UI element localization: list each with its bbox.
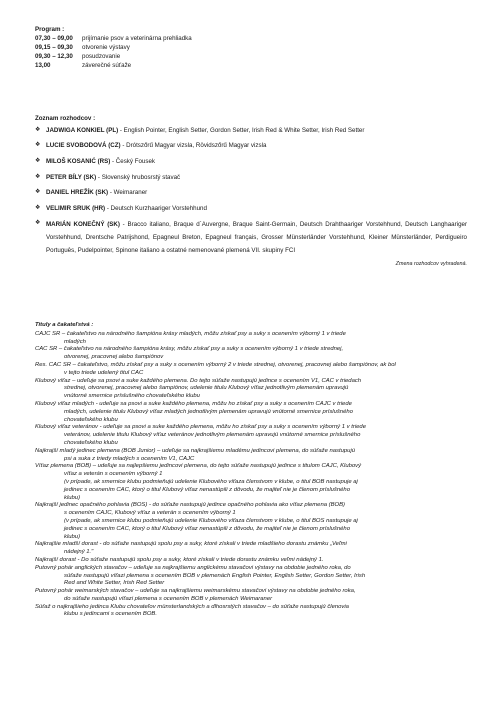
judges-section (35, 114, 467, 269)
title-line-continued: otvorenej, pracovnej alebo šampiónov (64, 354, 164, 361)
title-line-continued: v tejto triede udelený titul CAC (64, 369, 144, 376)
program-row (35, 52, 192, 61)
title-line-continued: jedinec s ocenením CAC, ktorý o titul Klubový víťaz nenastúpili z dôvodu, že majiteľ nie je členom príslušného (64, 525, 350, 532)
title-line-continued: veteránov, udelenie titulu Klubový víťaz veteránov jednotlivým plemenám upravujú vnútorné smernice príslušného (64, 432, 361, 439)
title-line-continued: klubu) (64, 533, 81, 540)
title-line: Najkrajšie mladší dorast - do súťaže nastupujú spolu psy a suky, ktoré získali v triede mladšieho dorastu známku „Veľmi (35, 541, 347, 548)
title-line: Najkrajší jedinec opačného pohlavia (BOS) - do súťaže nastupujú jedince opačného pohlavia ako víťaz plemena (BOB) (35, 502, 346, 509)
program-row (35, 34, 192, 43)
title-line-continued: klubu s jedincami s ocenením BOB. (64, 611, 157, 618)
title-line: Klubový víťaz mladých - udeľuje sa psovi a suke každého plemena, môžu ho získať psy a suky s ocenením CAJC v triede (35, 400, 352, 407)
title-line-continued: víťaz a veterán s ocenením výborný 1 (64, 471, 163, 478)
title-line: Putovný pohár weimarských stavačov – udeľuje sa najkrajšiemu weimarskému stavačovi výstavy na obdobie jedného roka, (35, 588, 356, 595)
title-line: Víťaz plemena (BOB) – udeľuje sa najlepšiemu jedincovi plemena, do tejto súťaže nastupujú jedince s titulom CAJC, Klubový (35, 463, 362, 470)
judge-breeds: - Bracco italiano, Braque d´Auvergne, Braque Saint-Germain, Deutsch Drahthaariger Vorstehhund, Deutsch Langhaariger Vorstehhund, Drentsche Patrijshond, Epagneul Breton, Epagneul français, Grosser Münsterländer Vorstehhund, Kleiner Münsterländer, Perdigueiro Português, Pudelpointer, Spinone italiano a ostatné nemenované plemená VII. skupiny FCI (46, 221, 468, 254)
title-line: Putovný pohár anglických stavačov – udeľuje sa najkrajšiemu anglickému stavačovi výstavy na obdobie jedného roka, do (35, 564, 351, 571)
title-item (35, 448, 467, 464)
title-line: Klubový víťaz – udeľuje sa psovi a suke každého plemena. Do tejto súťaže nastupujú jedince s ocenením V1, CAC v triedach (35, 377, 362, 384)
title-line: CAC SR – čakateľstvo na národného šampióna krásy, môžu získať psy a suky s ocenením výborný 1 v triede strednej, (35, 346, 344, 353)
title-line-continued: strednej, otvorenej, pracovnej alebo šampiónov, udelenie titulu Klubový víťaz jednotlivým plemenám upravujú (64, 385, 349, 392)
program-time: 09,15 – 09,30 (35, 44, 73, 52)
program-description: záverečné súťaže (82, 62, 132, 70)
judge-breeds: - Drótszőrű Magyar vizsla, Rövidszőrű Magyar vizsla (120, 142, 267, 150)
title-line: Klubový víťaz veteránov - udeľuje sa psovi a suke každého plemena, môžu ho získať psy a suky s ocenením výborný 1 v triede (35, 424, 366, 431)
judge-text (46, 157, 467, 166)
judge-item (35, 173, 467, 182)
judge-text (46, 219, 467, 257)
titles-section (35, 322, 467, 619)
title-line-continued: (v prípade, ak smernice klubu podmieňujú udelenie Klubového víťaza členstvom v klube, o titul BOS nastupuje aj (64, 517, 358, 524)
title-item (35, 565, 467, 588)
title-item (35, 588, 467, 604)
title-line: Najkrajší mladý jedinec plemena (BOB Junior) – udeľuje sa najkrajšiemu mladému jedincovi plemena, do súťaže nastupujú (35, 447, 356, 454)
judge-item (35, 141, 467, 150)
judge-name: VELIMIR SRUK (HR) (46, 204, 106, 212)
diamond-bullet-icon: ❖ (35, 173, 41, 180)
program-time: 09,30 – 12,30 (35, 53, 73, 61)
title-line-continued: (v prípade, ak smernice klubu podmieňujú udelenie Klubového víťaza členstvom v klube, o titul BOB nastupuje aj (64, 478, 358, 485)
judges-heading: Zoznam rozhodcov : (35, 115, 96, 122)
title-item (35, 331, 467, 347)
program-section (35, 25, 192, 70)
title-item (35, 401, 467, 424)
judge-text (46, 141, 467, 150)
title-line-continued: do súťaže nastupujú víťazi plemena s ocenením BOB v plemenách Weimaraner (64, 595, 273, 602)
titles-list (35, 331, 467, 619)
program-description: otvorenie výstavy (82, 44, 130, 52)
title-item (35, 604, 467, 620)
titles-heading: Tituly a čakateľstvá : (35, 322, 94, 328)
title-line-continued: s ocenením CAJC, Klubový víťaz a veterán s ocenením výborný 1 (64, 510, 236, 517)
diamond-bullet-icon: ❖ (35, 220, 41, 227)
judge-text (46, 173, 467, 182)
judge-item (35, 157, 467, 166)
title-item (35, 424, 467, 447)
judge-item (35, 219, 467, 257)
title-line: CAJC SR – čakateľstvo na národného šampióna krásy mladých, môžu získať psy a suky s ocenením výborný 1 v triede (35, 330, 346, 337)
program-heading: Program : (35, 26, 65, 33)
title-item (35, 502, 467, 541)
program-row (35, 61, 192, 70)
diamond-bullet-icon: ❖ (35, 142, 41, 149)
title-item (35, 557, 467, 565)
judge-breeds: - English Pointer, English Setter, Gordon Setter, Irish Red & White Setter, Irish Red Setter (118, 126, 365, 134)
judge-text (46, 188, 467, 197)
judge-breeds: - Weimaraner (108, 189, 148, 197)
title-line-continued: psi a suka z triedy mladých s ocenením V1, CAJC (64, 455, 195, 462)
diamond-bullet-icon: ❖ (35, 157, 41, 164)
title-line-continued: klubu) (64, 494, 81, 501)
title-line-continued: chovateľského klubu (64, 439, 118, 446)
judge-name: MILOŠ KOSANIĆ (RS) (46, 157, 111, 165)
title-line-continued: nádejný 1." (64, 549, 94, 556)
program-row (35, 43, 192, 52)
title-line-continued: vnútorné smernice príslušného chovateľského klubu (64, 393, 200, 400)
title-line: Súťaž o najkrajšieho jedinca Klubu chovateľov münsterlandských a dlhosrstých stavačov – do súťaže nastupujú členovia (35, 603, 349, 610)
diamond-bullet-icon: ❖ (35, 189, 41, 196)
title-line-continued: mladých, udelenie titulu Klubový víťaz mladých jednotlivým plemenám upravujú vnútorné smernice príslušného (64, 408, 353, 415)
program-description: prijímanie psov a veterinárna prehliadka (82, 35, 192, 43)
judge-breeds: - Český Fousek (110, 157, 155, 165)
title-line-continued: chovateľského klubu (64, 416, 118, 423)
program-list (35, 34, 192, 70)
title-line-continued: mladých (64, 338, 86, 345)
program-time: 13,00 (35, 62, 51, 70)
judge-breeds: - Slovenský hrubosrstý stavač (96, 173, 181, 181)
judge-name: MARIÁN KONEČNÝ (SK) (46, 221, 120, 229)
diamond-bullet-icon: ❖ (35, 126, 41, 133)
title-line-continued: jedinec s ocenením CAC, ktorý o titul Klubový víťaz nenastúpili z dôvodu, že majiteľ nie je členom príslušného (64, 486, 350, 493)
judge-item (35, 188, 467, 197)
title-item (35, 541, 467, 557)
program-description: posudzovanie (82, 53, 121, 61)
judge-item (35, 126, 467, 135)
program-time: 07,30 – 09,00 (35, 35, 73, 43)
judge-name: JADWIGA KONKIEL (PL) (46, 126, 119, 134)
judge-name: PETER BÍLY (SK) (46, 173, 97, 181)
title-line: Res. CAC SR – čakateľstvo, môžu získať psy a suky s ocenením výborný 2 v triede strednej, otvorenej, pracovnej alebo šampiónov, ak bol (35, 361, 396, 368)
title-item (35, 463, 467, 502)
title-item (35, 346, 467, 362)
diamond-bullet-icon: ❖ (35, 204, 41, 211)
judge-name: LUCIE SVOBODOVÁ (CZ) (46, 142, 121, 150)
judges-list (35, 126, 467, 258)
judges-change-note: Zmena rozhodcov vyhradená. (395, 261, 467, 268)
title-item (35, 378, 467, 401)
title-item (35, 362, 467, 378)
title-line: Najkrajší dorast - Do súťaže nastupujú spolu psy a suky, ktoré získali v triede dorastu známku veľmi nádejný 1. (35, 556, 324, 563)
title-line-continued: Red and White Setter, Irish Red Setter (64, 580, 165, 587)
title-line-continued: súťaže nastupujú víťazi plemena s ocenením BOB v plemenách English Pointer, English Setter, Gordon Setter, Irish (64, 572, 366, 579)
judge-text (46, 204, 467, 213)
judge-breeds: - Deutsch Kurzhaariger Vorstehhund (105, 204, 207, 212)
judge-name: DANIEL HREŽÍK (SK) (46, 189, 109, 197)
judge-text (46, 126, 467, 135)
judge-item (35, 204, 467, 213)
